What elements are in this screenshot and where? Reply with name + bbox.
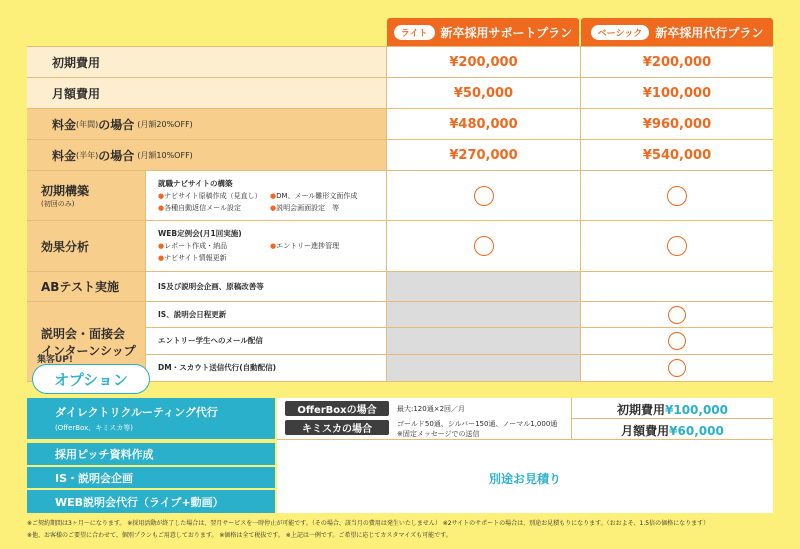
- service-name-2: インターンシップ: [41, 343, 136, 358]
- detail-item: ナビサイト情報更新: [164, 254, 227, 262]
- option-label: IS・説明会企画: [55, 471, 134, 485]
- option-fee: [572, 422, 773, 439]
- option-row: [27, 467, 275, 488]
- option-catch: 集客UP!: [37, 355, 74, 365]
- included-circle-icon: [668, 332, 686, 350]
- fee-light: ¥200,000: [386, 47, 580, 77]
- option-fee-label: 初期費用: [616, 403, 665, 417]
- cell-basic: [580, 171, 773, 220]
- cell-light-empty: [386, 302, 580, 327]
- service-name: 初期構築: [41, 184, 90, 198]
- fee-basic: ¥540,000: [580, 140, 773, 170]
- tag-offerbox: OfferBoxの場合: [285, 401, 389, 416]
- service-detail: WEB定例会(月1回実施) ●レポート作成・納品 ●エントリー進捗管理 ●ナビサイト情報更新: [145, 221, 386, 271]
- option-fee-label: 月額費用: [621, 424, 670, 438]
- fee-period: (年間): [76, 119, 99, 129]
- fee-suffix: の場合: [98, 117, 135, 132]
- option-label: ダイレクトリクルーティング代行: [55, 406, 218, 419]
- detail-title: IS及び説明会企画、原稿改善等: [158, 281, 264, 291]
- fee-row: [27, 140, 773, 171]
- divider: [277, 439, 571, 440]
- fee-note: (月額20%OFF): [137, 119, 193, 129]
- fee-period: (半年): [76, 150, 99, 160]
- cell-basic: [580, 355, 773, 381]
- footnote: ※ご契約期間は3ヶ月～になります。 ※採用活動が終了した場合は、翌月サービスを一時停止が可能です。（その場合、該当月の費用は発生いたしません） ※2サイトのサポートの場合は、別途お見積もりになります。（おおよそ、1.5倍の価格になります）: [27, 520, 710, 527]
- service-name: ABテスト実施: [27, 272, 145, 301]
- option-label: WEB説明会代行（ライブ+動画）: [55, 495, 224, 509]
- option-row: [27, 398, 275, 439]
- plan-header-basic: [581, 18, 773, 46]
- option-sub: (OfferBox、キミスカ等): [55, 424, 133, 432]
- detail-title: WEB定例会(月1回実施): [158, 229, 242, 238]
- sub-row: [145, 355, 773, 382]
- pricing-table: [27, 46, 773, 382]
- plan-badge: ベーシック: [591, 25, 650, 40]
- detail-item: エントリー進捗管理: [276, 242, 340, 250]
- option-fee-value: ¥100,000: [665, 403, 729, 417]
- detail-item: レポート作成・納品: [164, 242, 228, 250]
- option-detail-panel: [277, 398, 773, 513]
- fee-label: [27, 140, 386, 170]
- service-detail: [145, 355, 386, 381]
- cell-light-empty: [386, 272, 580, 301]
- cell-basic: [580, 221, 773, 271]
- detail-item: ナビサイト原稿作成（見直し）: [164, 191, 262, 200]
- fee-label: 月額費用: [27, 78, 386, 108]
- service-sub: (初回のみ): [41, 200, 75, 208]
- tag-desc-line: ゴールド50通、シルバー150通、ノーマル1,000通: [397, 420, 558, 428]
- detail-title: エントリー学生へのメール配信: [158, 336, 263, 345]
- cell-light-empty: [386, 328, 580, 354]
- tag-kimisuka: キミスカの場合: [285, 420, 389, 435]
- detail-item: 各種自動返信メール設定: [164, 203, 241, 212]
- option-row: [27, 490, 275, 513]
- cell-basic-empty: [580, 272, 773, 301]
- fee-row: [27, 78, 773, 109]
- fee-basic: ¥960,000: [580, 109, 773, 139]
- fee-suffix: の場合: [98, 148, 135, 163]
- estimate-text: 別途お見積り: [488, 472, 561, 486]
- detail-title: DM・スカウト送信代行(自動配信): [158, 363, 277, 372]
- included-circle-icon: [668, 359, 686, 377]
- included-circle-icon: [668, 306, 686, 324]
- service-row: [27, 221, 773, 272]
- option-row: [27, 443, 275, 465]
- fee-row: [27, 109, 773, 140]
- fee-light: ¥480,000: [386, 109, 580, 139]
- service-detail: [145, 272, 386, 301]
- detail-title: 就職ナビサイトの構築: [158, 178, 233, 188]
- service-label: [27, 171, 145, 220]
- fee-label: 初期費用: [27, 47, 386, 77]
- service-detail: [145, 302, 386, 327]
- detail-item: DM、メール雛形文面作成: [276, 191, 358, 200]
- fee-basic: ¥100,000: [580, 78, 773, 108]
- option-fee: [572, 401, 773, 418]
- option-label: 採用ピッチ資料作成: [55, 448, 154, 461]
- service-detail: 就職ナビサイトの構築 ●ナビサイト原稿作成（見直し） ●DM、メール雛形文面作成 ●各種自動返信メール設定 ●説明会画面設定 等: [145, 171, 386, 220]
- plan-badge: ライト: [394, 25, 435, 40]
- option-title: オプション: [54, 370, 128, 389]
- included-circle-icon: [667, 186, 687, 206]
- included-circle-icon: [474, 236, 494, 256]
- service-detail: [145, 328, 386, 354]
- plan-name: 新卒採用サポートプラン: [440, 25, 573, 40]
- service-row: [27, 171, 773, 221]
- fee-light: ¥270,000: [386, 140, 580, 170]
- service-row: [27, 272, 773, 302]
- included-circle-icon: [667, 236, 687, 256]
- tag-desc: 最大:120通×2回／月: [397, 405, 466, 413]
- tag-desc-line: ※固定メッセージでの送信: [397, 430, 480, 438]
- plan-header-light: [387, 18, 579, 46]
- included-circle-icon: [474, 186, 494, 206]
- divider: [571, 439, 773, 440]
- option-fee-value: ¥60,000: [669, 424, 724, 438]
- fee-row: [27, 47, 773, 78]
- cell-light: [386, 171, 580, 220]
- detail-item: 説明会画面設定 等: [276, 203, 340, 212]
- service-name: 説明会・面接会: [41, 326, 126, 341]
- plan-name: 新卒採用代行プラン: [655, 25, 764, 40]
- sub-row: [145, 328, 773, 355]
- cell-light: [386, 221, 580, 271]
- cell-light-empty: [386, 355, 580, 381]
- cell-basic: [580, 302, 773, 327]
- fee-light: ¥50,000: [386, 78, 580, 108]
- cell-basic: [580, 328, 773, 354]
- fee-note: (月額10%OFF): [137, 150, 193, 160]
- divider: [571, 418, 773, 419]
- tag-desc: [397, 419, 557, 439]
- fee-label: [27, 109, 386, 139]
- option-badge: [32, 364, 150, 394]
- fee-basic: ¥200,000: [580, 47, 773, 77]
- fee-label-main: 料金: [52, 148, 77, 163]
- footnote: ※他、お客様のご要望に合わせて、個別プランもご用意しております。 ※価格は全て税抜です。 ※上記は一例です。ご希望に応じてカスタマイズも可能です。: [27, 532, 452, 539]
- service-name: 効果分析: [27, 221, 145, 271]
- detail-title: IS、説明会日程更新: [158, 309, 227, 319]
- sub-row: [145, 302, 773, 328]
- fee-label-main: 料金: [52, 117, 77, 132]
